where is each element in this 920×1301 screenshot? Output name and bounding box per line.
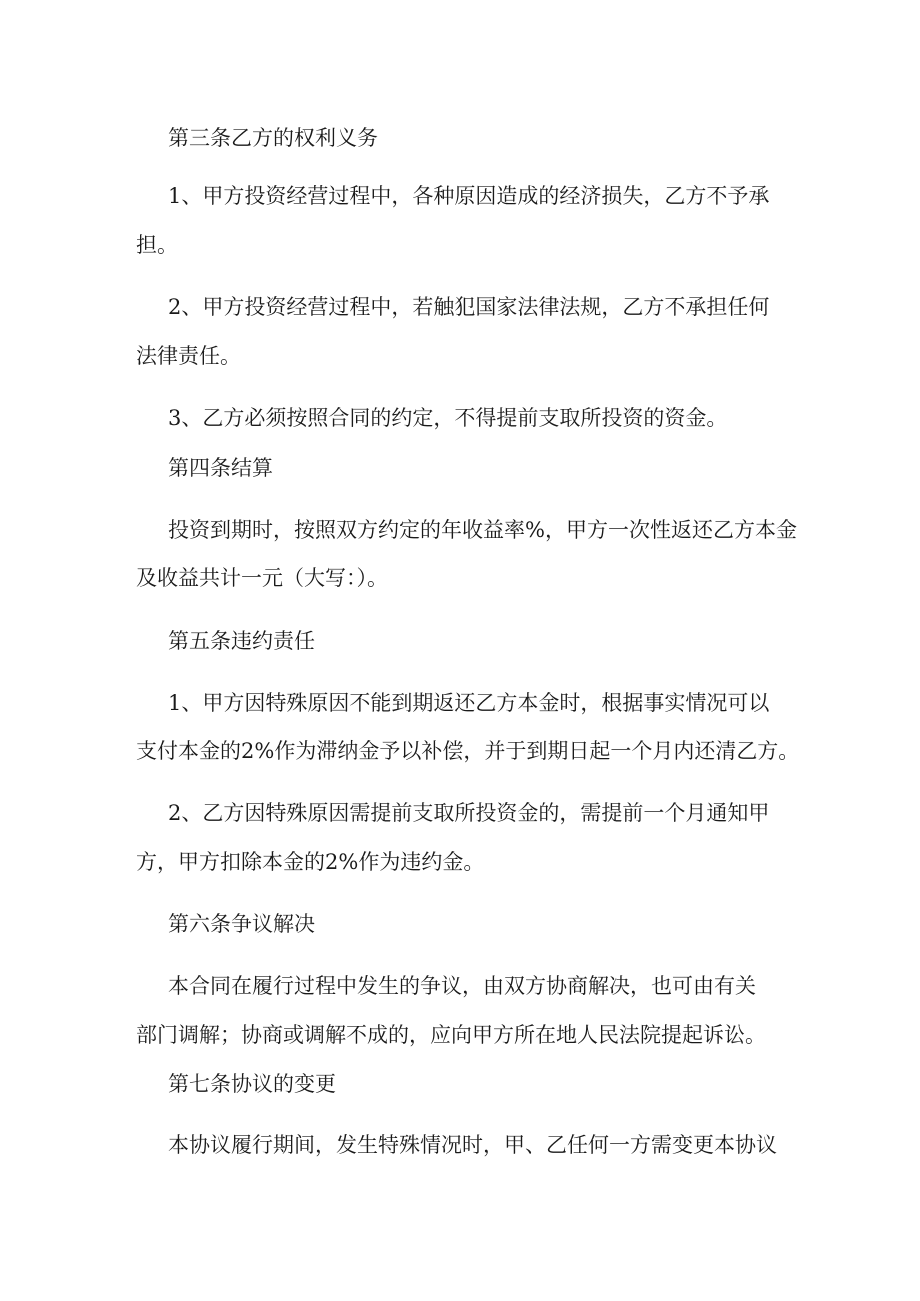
section-heading-5: 第五条违约责任: [168, 629, 315, 653]
clause-4-line-2: 及收益共计一元（大写：）。: [136, 566, 388, 590]
clause-5-1-line-2: 支付本金的2%作为滞纳金予以补偿，并于到期日起一个月内还清乙方。: [136, 739, 800, 763]
clause-3-1-line-1: 1、甲方投资经营过程中，各种原因造成的经济损失，乙方不予承: [168, 184, 770, 208]
clause-3-2-line-1: 2、甲方投资经营过程中，若触犯国家法律法规，乙方不承担任何: [168, 295, 770, 319]
clause-5-2-line-1: 2、乙方因特殊原因需提前支取所投资金的，需提前一个月通知甲: [168, 801, 770, 825]
section-heading-6: 第六条争议解决: [168, 912, 315, 936]
clause-7-line-1: 本协议履行期间，发生特殊情况时，甲、乙任何一方需变更本协议: [168, 1133, 777, 1157]
clause-4-line-1: 投资到期时，按照双方约定的年收益率%，甲方一次性返还乙方本金: [168, 518, 797, 542]
clause-3-3: 3、乙方必须按照合同的约定，不得提前支取所投资的资金。: [168, 406, 728, 430]
section-heading-3: 第三条乙方的权利义务: [168, 126, 378, 150]
section-heading-4: 第四条结算: [168, 456, 273, 480]
clause-6-line-1: 本合同在履行过程中发生的争议，由双方协商解决，也可由有关: [168, 974, 756, 998]
clause-3-1-line-2: 担。: [136, 233, 178, 257]
clause-5-1-line-1: 1、甲方因特殊原因不能到期返还乙方本金时，根据事实情况可以: [168, 691, 770, 715]
section-heading-7: 第七条协议的变更: [168, 1072, 336, 1096]
clause-3-2-line-2: 法律责任。: [136, 344, 241, 368]
clause-5-2-line-2: 方，甲方扣除本金的2%作为违约金。: [136, 850, 485, 874]
clause-6-line-2: 部门调解；协商或调解不成的，应向甲方所在地人民法院提起诉讼。: [136, 1023, 766, 1047]
